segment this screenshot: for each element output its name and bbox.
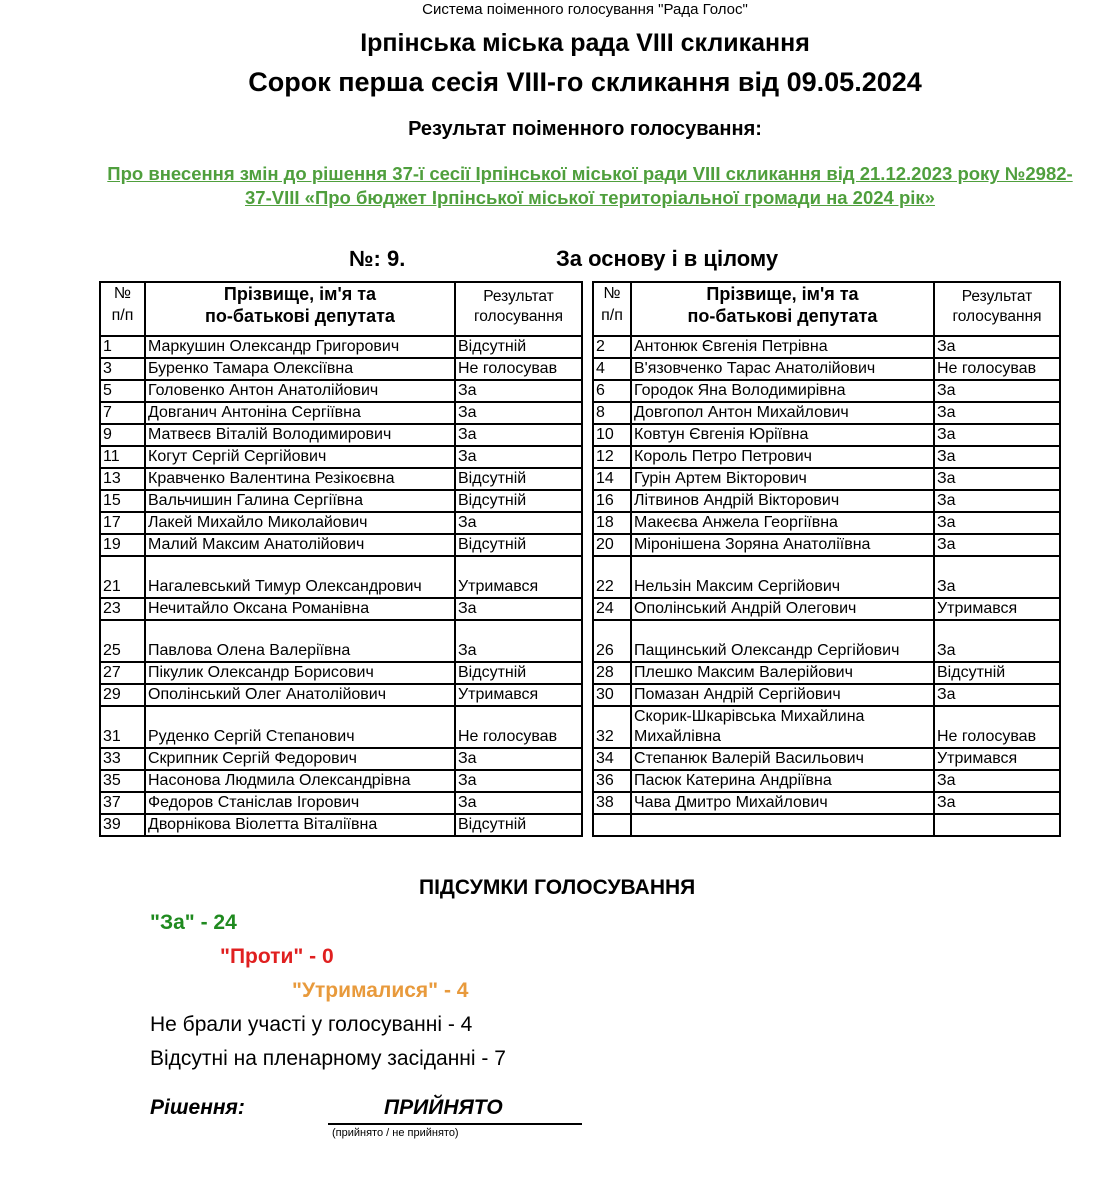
vote-result: За <box>934 490 1060 512</box>
vote-result: За <box>934 468 1060 490</box>
vote-result: За <box>455 792 582 814</box>
deputy-name: Ополінський Андрій Олегович <box>631 598 934 620</box>
row-number: 30 <box>593 684 631 706</box>
table-row <box>593 598 1060 620</box>
row-number: 28 <box>593 662 631 684</box>
deputy-name: В'язовченко Тарас Анатолійович <box>631 358 934 380</box>
deputy-name: Насонова Людмила Олександрівна <box>145 770 455 792</box>
table-row <box>593 424 1060 446</box>
table-row <box>593 512 1060 534</box>
vote-result: Не голосував <box>455 358 582 380</box>
row-number: 20 <box>593 534 631 556</box>
council-title: Ірпінська міська рада VIII скликання <box>360 29 810 57</box>
vote-result: За <box>934 556 1060 598</box>
vote-result: За <box>934 336 1060 358</box>
vote-result: За <box>934 402 1060 424</box>
deputy-name: Антонюк Євгенія Петрівна <box>631 336 934 358</box>
deputy-name: Макеєва Анжела Георгіївна <box>631 512 934 534</box>
vote-result: За <box>934 792 1060 814</box>
vote-result: За <box>455 446 582 468</box>
vote-result: За <box>934 620 1060 662</box>
table-row <box>100 598 582 620</box>
row-number: 10 <box>593 424 631 446</box>
header-number: № п/п <box>100 282 145 336</box>
vote-number: №: 9. <box>349 246 406 271</box>
vote-result: Відсутній <box>934 662 1060 684</box>
vote-result: Відсутній <box>455 490 582 512</box>
row-number: 33 <box>100 748 145 770</box>
deputy-name: Пащинський Олександр Сергійович <box>631 620 934 662</box>
summary-heading: ПІДСУМКИ ГОЛОСУВАННЯ <box>419 876 696 899</box>
deputy-name: Городок Яна Володимирівна <box>631 380 934 402</box>
row-number: 39 <box>100 814 145 836</box>
table-row <box>100 770 582 792</box>
row-number: 27 <box>100 662 145 684</box>
vote-result: За <box>455 380 582 402</box>
deputy-name: Пікулик Олександр Борисович <box>145 662 455 684</box>
deputy-name: Когут Сергій Сергійович <box>145 446 455 468</box>
row-number: 18 <box>593 512 631 534</box>
vote-result <box>934 814 1060 836</box>
row-number: 36 <box>593 770 631 792</box>
table-row <box>593 490 1060 512</box>
deputy-name: Маркушин Олександр Григорович <box>145 336 455 358</box>
decision-hint: (прийнято / не прийнято) <box>332 1127 459 1139</box>
deputy-name: Ополінський Олег Анатолійович <box>145 684 455 706</box>
vote-result: Відсутній <box>455 468 582 490</box>
row-number: 32 <box>593 706 631 748</box>
deputy-name: Малий Максим Анатолійович <box>145 534 455 556</box>
table-row <box>593 684 1060 706</box>
row-number: 38 <box>593 792 631 814</box>
row-number: 23 <box>100 598 145 620</box>
row-number: 26 <box>593 620 631 662</box>
deputy-name: Головенко Антон Анатолійович <box>145 380 455 402</box>
row-number <box>593 814 631 836</box>
row-number: 25 <box>100 620 145 662</box>
row-number: 6 <box>593 380 631 402</box>
deputy-name: Король Петро Петрович <box>631 446 934 468</box>
row-number: 2 <box>593 336 631 358</box>
table-row <box>100 358 582 380</box>
row-number: 12 <box>593 446 631 468</box>
table-row <box>100 534 582 556</box>
deputy-name: Нельзін Максим Сергійович <box>631 556 934 598</box>
table-row <box>100 620 582 662</box>
row-number: 35 <box>100 770 145 792</box>
table-row <box>593 380 1060 402</box>
row-number: 1 <box>100 336 145 358</box>
deputy-name: Степанюк Валерій Васильович <box>631 748 934 770</box>
row-number: 24 <box>593 598 631 620</box>
vote-result: Утримався <box>455 684 582 706</box>
vote-result: За <box>455 512 582 534</box>
vote-result: За <box>934 770 1060 792</box>
decision-value: ПРИЙНЯТО <box>384 1096 503 1119</box>
header-number: № п/п <box>593 282 631 336</box>
deputy-name: Ковтун Євгенія Юріївна <box>631 424 934 446</box>
vote-result: Утримався <box>934 748 1060 770</box>
table-row <box>100 380 582 402</box>
table-row <box>593 748 1060 770</box>
system-name: Система поіменного голосування "Рада Голос" <box>422 1 748 18</box>
row-number: 15 <box>100 490 145 512</box>
table-row <box>100 512 582 534</box>
session-title: Сорок перша сесія VIII-го скликання від 09.05.2024 <box>248 67 922 97</box>
motion-title: Про внесення змін до рішення 37-ї сесії Ірпінської міської ради VIII скликання від 21.12.2023 року №2982-37-VIII «Про бюджет Ірпінської міської територіальної громади на 2024 рік» <box>107 163 1073 208</box>
deputy-name: Літвинов Андрій Вікторович <box>631 490 934 512</box>
deputy-name: Лакей Михайло Миколайович <box>145 512 455 534</box>
summary-abstained: "Утрималися" - 4 <box>292 979 469 1002</box>
vote-result: За <box>934 380 1060 402</box>
row-number: 9 <box>100 424 145 446</box>
table-row <box>593 556 1060 598</box>
table-row <box>593 662 1060 684</box>
vote-result: За <box>934 534 1060 556</box>
table-row <box>100 814 582 836</box>
vote-type: За основу і в цілому <box>556 246 779 271</box>
deputy-name: Вальчишин Галина Сергіївна <box>145 490 455 512</box>
summary-for: "За" - 24 <box>150 911 237 934</box>
row-number: 16 <box>593 490 631 512</box>
deputy-name: Нагалевський Тимур Олександрович <box>145 556 455 598</box>
row-number: 11 <box>100 446 145 468</box>
vote-result: За <box>455 424 582 446</box>
vote-result: Не голосував <box>934 706 1060 748</box>
deputy-name: Скрипник Сергій Федорович <box>145 748 455 770</box>
deputy-name: Скорик-Шкарівська Михайлина Михайлівна <box>631 706 934 748</box>
vote-result: Утримався <box>934 598 1060 620</box>
vote-result: Відсутній <box>455 662 582 684</box>
row-number: 14 <box>593 468 631 490</box>
deputy-name: Гурін Артем Вікторович <box>631 468 934 490</box>
deputy-name: Буренко Тамара Олексіївна <box>145 358 455 380</box>
roll-call-table-right <box>592 281 1061 837</box>
table-row <box>100 792 582 814</box>
table-row <box>593 792 1060 814</box>
vote-result: За <box>455 402 582 424</box>
table-header-row <box>100 282 582 336</box>
deputy-name: Довгопол Антон Михайлович <box>631 402 934 424</box>
row-number: 22 <box>593 556 631 598</box>
vote-result: За <box>455 620 582 662</box>
table-row <box>593 468 1060 490</box>
table-header-row <box>593 282 1060 336</box>
table-row <box>593 358 1060 380</box>
vote-result: За <box>934 684 1060 706</box>
roll-call-table-left <box>99 281 583 837</box>
table-row <box>593 706 1060 748</box>
row-number: 5 <box>100 380 145 402</box>
header-name: Прізвище, ім'я та по-батькові депутата <box>631 282 934 336</box>
decision-underline <box>328 1123 582 1125</box>
table-row <box>100 684 582 706</box>
vote-result: За <box>934 446 1060 468</box>
summary-not-voted: Не брали участі у голосуванні - 4 <box>150 1013 473 1036</box>
table-row <box>100 468 582 490</box>
summary-against: "Проти" - 0 <box>220 945 334 968</box>
vote-result: За <box>934 424 1060 446</box>
row-number: 29 <box>100 684 145 706</box>
header-name: Прізвище, ім'я та по-батькові депутата <box>145 282 455 336</box>
row-number: 17 <box>100 512 145 534</box>
header-result: Результат голосування <box>934 282 1060 336</box>
deputy-name: Нечитайло Оксана Романівна <box>145 598 455 620</box>
deputy-name: Матвеєв Віталій Володимирович <box>145 424 455 446</box>
vote-result: Не голосував <box>455 706 582 748</box>
table-row <box>100 556 582 598</box>
row-number: 13 <box>100 468 145 490</box>
table-row <box>593 336 1060 358</box>
table-row <box>100 706 582 748</box>
vote-result: За <box>934 512 1060 534</box>
deputy-name: Пасюк Катерина Андріївна <box>631 770 934 792</box>
deputy-name: Помазан Андрій Сергійович <box>631 684 934 706</box>
deputy-name: Міронішена Зоряна Анатоліївна <box>631 534 934 556</box>
row-number: 34 <box>593 748 631 770</box>
vote-result: За <box>455 748 582 770</box>
deputy-name: Кравченко Валентина Резікоєвна <box>145 468 455 490</box>
deputy-name: Павлова Олена Валеріївна <box>145 620 455 662</box>
row-number: 7 <box>100 402 145 424</box>
row-number: 21 <box>100 556 145 598</box>
vote-result: За <box>455 598 582 620</box>
deputy-name: Дворнікова Віолетта Віталіївна <box>145 814 455 836</box>
vote-result: Не голосував <box>934 358 1060 380</box>
table-row <box>593 620 1060 662</box>
table-row <box>100 748 582 770</box>
result-title: Результат поіменного голосування: <box>408 118 762 140</box>
deputy-name: Федоров Станіслав Ігорович <box>145 792 455 814</box>
row-number: 37 <box>100 792 145 814</box>
deputy-name: Плешко Максим Валерійович <box>631 662 934 684</box>
deputy-name: Руденко Сергій Степанович <box>145 706 455 748</box>
table-row <box>100 424 582 446</box>
table-row <box>100 402 582 424</box>
table-row <box>593 770 1060 792</box>
header-result: Результат голосування <box>455 282 582 336</box>
table-row <box>100 662 582 684</box>
table-row <box>593 446 1060 468</box>
vote-result: Відсутній <box>455 534 582 556</box>
summary-absent: Відсутні на пленарному засіданні - 7 <box>150 1047 506 1070</box>
table-row <box>593 402 1060 424</box>
vote-result: Відсутній <box>455 814 582 836</box>
vote-result: За <box>455 770 582 792</box>
decision-label: Рішення: <box>150 1096 245 1119</box>
row-number: 8 <box>593 402 631 424</box>
table-row <box>593 814 1060 836</box>
deputy-name: Чава Дмитро Михайлович <box>631 792 934 814</box>
table-row <box>100 446 582 468</box>
deputy-name: Довганич Антоніна Сергіївна <box>145 402 455 424</box>
vote-result: Утримався <box>455 556 582 598</box>
row-number: 31 <box>100 706 145 748</box>
table-row <box>100 490 582 512</box>
row-number: 4 <box>593 358 631 380</box>
row-number: 19 <box>100 534 145 556</box>
deputy-name <box>631 814 934 836</box>
vote-result: Відсутній <box>455 336 582 358</box>
table-row <box>100 336 582 358</box>
row-number: 3 <box>100 358 145 380</box>
table-row <box>593 534 1060 556</box>
